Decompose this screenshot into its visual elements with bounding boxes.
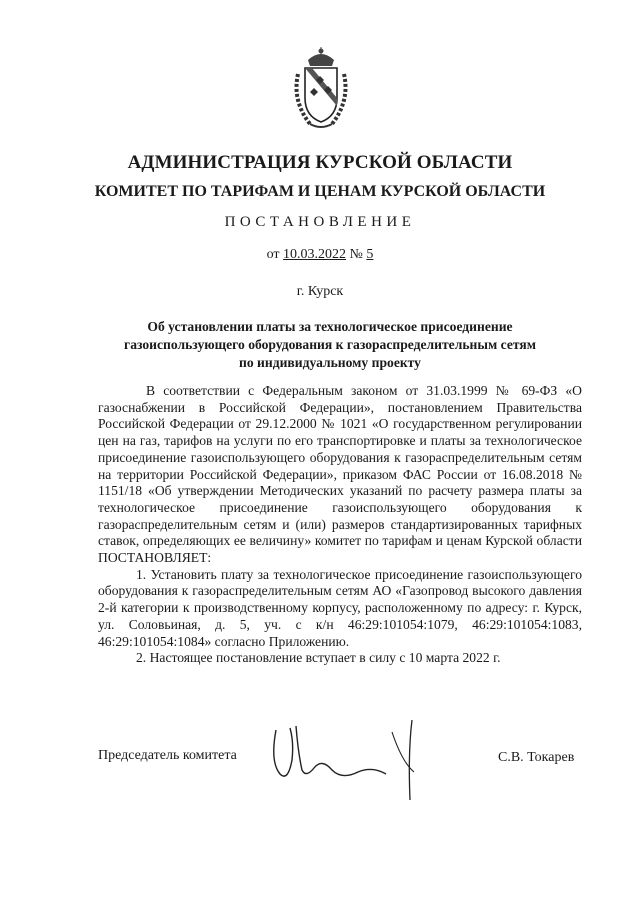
signatory-name: С.В. Токарев xyxy=(498,750,575,765)
handwritten-signature-icon xyxy=(262,712,442,802)
document-subject xyxy=(110,318,550,372)
item-2-paragraph: 2. Настоящее постановление вступает в силу с 10 марта 2022 г. xyxy=(136,650,501,666)
committee-title: КОМИТЕТ ПО ТАРИФАМ И ЦЕНАМ КУРСКОЙ ОБЛАСТИ xyxy=(94,183,546,200)
signatory-position: Председатель комитета xyxy=(98,748,237,763)
subject-line: по индивидуальному проекту xyxy=(239,355,421,370)
date-prefix: от xyxy=(266,247,280,262)
document-number: 5 xyxy=(366,247,374,262)
document-type: ПОСТАНОВЛЕНИЕ xyxy=(224,214,416,230)
subject-line: газоиспользующего оборудования к газораспределительным сетям xyxy=(124,337,536,352)
document-date: 10.03.2022 xyxy=(283,247,347,262)
organization-title: АДМИНИСТРАЦИЯ КУРСКОЙ ОБЛАСТИ xyxy=(127,152,513,173)
document-body xyxy=(98,383,582,667)
coat-of-arms-icon xyxy=(288,46,354,132)
item-1-paragraph: 1. Установить плату за технологическое присоединение газоиспользующего оборудования к газораспределительным сетям АО «Газопровод высокого давления 2-й категории к производственному корпусу, расположенному по адресу: г. Курск, ул. Соловьиная, д. 5, уч. с к/н 46:29:101054:1079, 46:29:101054:1083, 46:29:101054:1084» согласно Приложению. xyxy=(98,566,582,649)
subject-line: Об установлении платы за технологическое присоединение xyxy=(147,319,513,334)
preamble-paragraph: В соответствии с Федеральным законом от 31.03.1999 № 69-ФЗ «О газоснабжении в Российской Федерации», постановлением Правительства Российской Федерации от 29.12.2000 № 1021 «О государственном регулировании цен на газ, тарифов на услуги по его транспортировке и платы за технологическое присоединение газоиспользующего оборудования к газораспределительным сетям на территории Российской Федерации», приказом ФАС России от 16.08.2018 № 1151/18 «Об утверждении Методических указаний по расчету размера платы за технологическое присоединение газоиспользующего оборудования к газораспределительным сетям и (или) размеров стандартизированных тарифных ставок, определяющих ее величину» комитет по тарифам и ценам Курской области ПОСТАНОВЛЯЕТ: xyxy=(98,383,582,566)
date-number-line xyxy=(0,247,640,263)
city: г. Курск xyxy=(296,284,344,299)
number-prefix: № xyxy=(349,247,363,262)
